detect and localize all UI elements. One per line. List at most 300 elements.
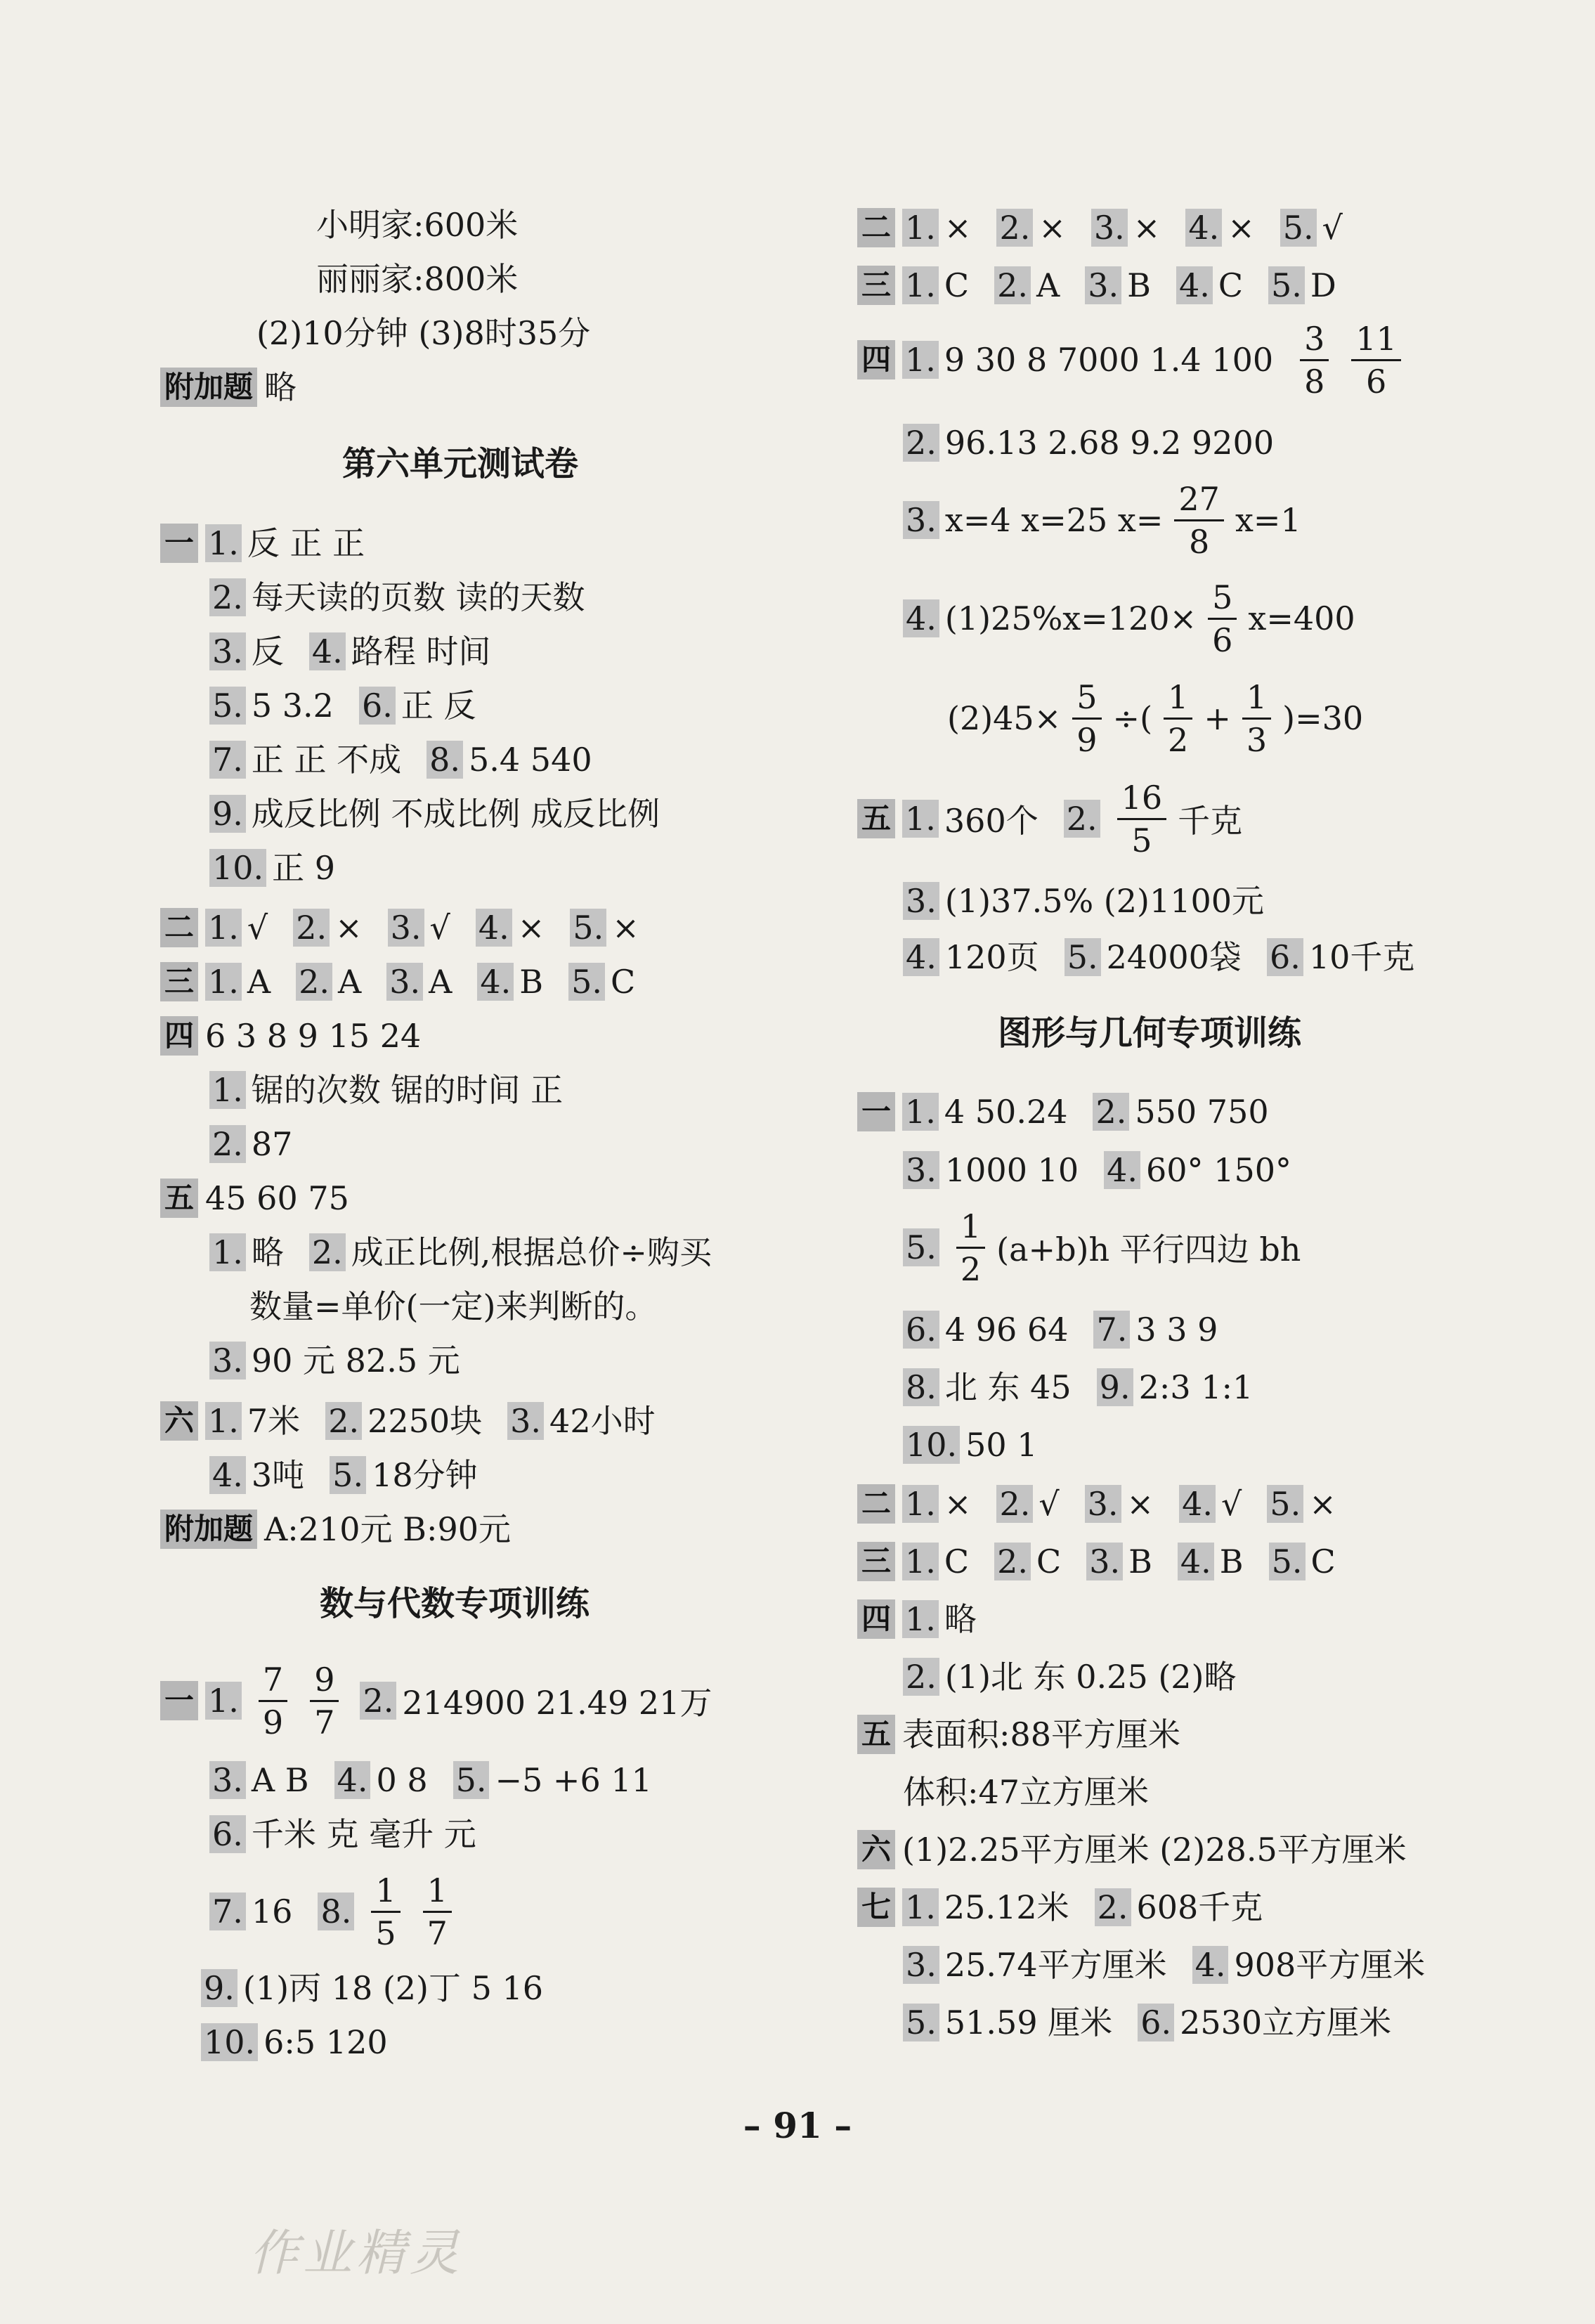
item-number: 6. <box>1138 2004 1174 2041</box>
item-number: 2. <box>293 909 330 947</box>
item-number: 1. <box>209 1071 246 1109</box>
item-number: 1. <box>902 1543 939 1580</box>
item-number: 8. <box>427 741 463 779</box>
item-number: 2. <box>1093 1093 1129 1131</box>
answer-text: 2:3 1:1 <box>1138 1368 1254 1406</box>
answer-text: 5 3.2 <box>251 687 334 725</box>
item-number: 3. <box>903 1151 939 1189</box>
item-number: 2. <box>994 1543 1031 1580</box>
answer-row <box>160 956 651 1008</box>
answer-text: 正 反 <box>401 687 476 725</box>
answer-text: 16 <box>251 1893 293 1930</box>
item-number: 2. <box>903 1658 939 1696</box>
item-number: 1. <box>205 1402 242 1440</box>
addon-row <box>160 1503 526 1555</box>
answer-text: (1)丙 18 (2)丁 5 16 <box>242 1969 544 2007</box>
answer-text: √ <box>429 909 450 947</box>
section-tag: 七 <box>857 1888 895 1927</box>
section-title: 数与代数专项训练 <box>320 1584 590 1623</box>
numerator: 3 <box>1300 323 1329 361</box>
answer-text: )=30 <box>1282 699 1364 737</box>
item-number: 9. <box>1097 1368 1133 1406</box>
answer-text: C <box>1218 266 1244 304</box>
answer-text: 成正比例,根据总价÷购买 <box>351 1233 712 1271</box>
item-number: 6. <box>359 687 396 725</box>
answer-text: A:210元 B:90元 <box>264 1510 511 1548</box>
item-number: 4. <box>476 909 512 947</box>
item-number: 2. <box>325 1402 362 1440</box>
answer-row <box>209 680 491 732</box>
answer-text: 每天读的页数 读的天数 <box>251 578 585 616</box>
answer-row <box>160 517 380 569</box>
answer-row <box>857 1536 1351 1588</box>
answer-text: 60° 150° <box>1146 1151 1291 1189</box>
answer-row <box>857 259 1352 311</box>
answer-text: 25.12米 <box>944 1888 1069 1926</box>
section-tag: 二 <box>857 208 895 247</box>
section-tag: 四 <box>857 1599 895 1639</box>
answer-text: A <box>1036 266 1060 304</box>
intro-line: (2)10分钟 (3)8时35分 <box>256 314 591 352</box>
answer-row <box>209 1226 727 1278</box>
item-number: 5. <box>1280 209 1317 247</box>
item-number: 2. <box>994 266 1031 304</box>
item-number: 6. <box>903 1311 939 1349</box>
item-number: 3. <box>388 909 424 947</box>
answer-row <box>209 1335 476 1387</box>
section-tag: 六 <box>857 1830 895 1869</box>
item-number: 3. <box>1091 209 1128 247</box>
answer-text: 体积:47立方厘米 <box>903 1773 1150 1811</box>
denominator: 6 <box>1212 621 1233 659</box>
answer-row <box>857 1881 1278 1933</box>
section-tag: 一 <box>857 1092 895 1131</box>
answer-row <box>160 902 655 954</box>
item-number: 2. <box>1095 1888 1131 1926</box>
fraction <box>1072 677 1101 759</box>
answer-text: 214900 21.49 21万 <box>402 1684 712 1722</box>
answer-row <box>903 417 1289 469</box>
answer-row <box>857 1478 1352 1530</box>
item-number: 1. <box>902 800 939 838</box>
answer-text: 6:5 120 <box>263 2023 388 2061</box>
section-tag: 二 <box>857 1484 895 1524</box>
answer-text: 正 9 <box>272 849 336 887</box>
answer-text: B <box>1127 266 1151 304</box>
answer-row <box>903 1766 1164 1818</box>
answer-text: C <box>944 1543 970 1580</box>
item-number: 2. <box>903 424 939 462</box>
item-number: 2. <box>996 209 1033 247</box>
section-tag: 二 <box>160 908 198 947</box>
answer-text: 4 96 64 <box>944 1311 1069 1349</box>
answer-text: D <box>1310 266 1336 304</box>
answer-text: x=400 <box>1248 599 1355 637</box>
item-number: 1. <box>205 909 242 947</box>
item-number: 3. <box>1086 1543 1123 1580</box>
item-number: 4. <box>1192 1946 1229 1984</box>
answer-text: 96.13 2.68 9.2 9200 <box>944 424 1275 462</box>
item-number: 2. <box>1064 800 1100 838</box>
answer-text: 42小时 <box>549 1402 656 1440</box>
item-number: 9. <box>201 1969 237 2007</box>
answer-text: 正 正 不成 <box>251 741 402 779</box>
answer-row <box>903 1651 1252 1703</box>
answer-text: 608千克 <box>1136 1888 1263 1926</box>
answer-text: 50 1 <box>965 1426 1038 1464</box>
numerator: 1 <box>423 1874 452 1913</box>
item-number: 3. <box>507 1402 544 1440</box>
fraction <box>423 1871 452 1952</box>
answer-text: (1)北 东 0.25 (2)略 <box>944 1658 1237 1696</box>
answer-text: 略 <box>264 368 297 406</box>
answer-row <box>903 1997 1407 2049</box>
item-number: 7. <box>1093 1311 1130 1349</box>
section-tag: 五 <box>857 1715 895 1754</box>
answer-text: 45 60 75 <box>205 1179 349 1217</box>
item-number: 4. <box>1104 1151 1140 1189</box>
denominator: 2 <box>1168 720 1189 759</box>
answer-row <box>249 1280 672 1332</box>
answer-text: 锯的次数 锯的时间 正 <box>251 1071 564 1109</box>
item-number: 3. <box>1085 1485 1121 1523</box>
answer-text: x=4 x=25 x= <box>944 501 1164 539</box>
answer-row <box>857 777 1258 861</box>
answer-text: C <box>944 266 970 304</box>
denominator: 6 <box>1366 362 1387 401</box>
answer-row <box>947 676 1363 760</box>
answer-row <box>209 625 506 677</box>
item-number: 4. <box>1179 1485 1216 1523</box>
answer-text: × <box>1309 1485 1336 1523</box>
item-number: 5. <box>209 687 246 725</box>
answer-text: + <box>1204 699 1231 737</box>
answer-text: 7米 <box>247 1402 301 1440</box>
fraction <box>1351 319 1401 401</box>
answer-row <box>209 842 351 894</box>
item-number: 4. <box>309 632 346 670</box>
answer-text: 25.74平方厘米 <box>944 1946 1167 1984</box>
item-number: 3. <box>903 1946 939 1984</box>
item-number: 6. <box>209 1815 246 1853</box>
item-number: 3. <box>209 632 246 670</box>
fraction <box>1208 578 1237 659</box>
fraction <box>371 1871 400 1952</box>
answer-row <box>209 1064 578 1116</box>
answer-text: ÷( <box>1112 699 1153 737</box>
item-number: 2. <box>996 1485 1033 1523</box>
item-number: 5. <box>903 1228 939 1266</box>
item-number: 8. <box>903 1368 939 1406</box>
answer-text: 51.59 厘米 <box>944 2004 1113 2041</box>
answer-text: 千米 克 毫升 元 <box>251 1815 476 1853</box>
answer-text: 120页 <box>944 938 1039 976</box>
item-number: 4. <box>209 1456 246 1494</box>
answer-row <box>903 576 1371 661</box>
fraction <box>1117 778 1167 859</box>
answer-row <box>857 1824 1422 1876</box>
answer-text: × <box>517 909 545 947</box>
answer-text: × <box>1228 209 1255 247</box>
answer-text: B <box>519 963 544 1001</box>
item-number: 6. <box>1267 938 1303 976</box>
answer-text: 24000袋 <box>1106 938 1242 976</box>
answer-row <box>903 478 1317 562</box>
answer-text: A <box>247 963 271 1001</box>
item-number: 5. <box>453 1761 490 1799</box>
item-number: 1. <box>902 209 939 247</box>
denominator: 5 <box>375 1914 396 1952</box>
answer-row <box>160 1010 436 1062</box>
answer-row <box>209 1808 492 1860</box>
denominator: 5 <box>1131 821 1152 859</box>
fraction <box>1242 677 1271 759</box>
answer-text: × <box>1133 209 1161 247</box>
answer-text: A <box>429 963 453 1001</box>
fraction <box>1174 479 1224 561</box>
item-number: 2. <box>309 1233 346 1271</box>
item-number: 10. <box>201 2023 258 2061</box>
denominator: 3 <box>1246 720 1268 759</box>
answer-text: 10千克 <box>1308 938 1415 976</box>
item-number: 1. <box>902 266 939 304</box>
answer-text: 路程 时间 <box>351 632 491 670</box>
numerator: 1 <box>1242 681 1271 720</box>
item-number: 3. <box>386 963 423 1001</box>
answer-row <box>903 1939 1440 1991</box>
fraction <box>1164 677 1192 759</box>
answer-text: 表面积:88平方厘米 <box>902 1715 1181 1753</box>
item-number: 5. <box>1267 1485 1303 1523</box>
item-number: 1. <box>902 1093 939 1131</box>
answer-row <box>903 1304 1233 1356</box>
answer-text: × <box>944 1485 972 1523</box>
answer-text: 90 元 82.5 元 <box>251 1342 460 1380</box>
answer-text: × <box>1039 209 1066 247</box>
answer-text: C <box>610 963 636 1001</box>
item-number: 1. <box>902 1485 939 1523</box>
denominator: 8 <box>1189 522 1210 561</box>
answer-row <box>209 734 608 786</box>
item-number: 2. <box>209 1125 246 1163</box>
section-tag: 五 <box>160 1179 198 1218</box>
answer-text: B <box>1128 1543 1152 1580</box>
answer-text: 略 <box>251 1233 284 1271</box>
denominator: 7 <box>427 1914 448 1952</box>
section-tag: 三 <box>857 1542 895 1581</box>
item-number: 2. <box>209 578 246 616</box>
answer-text: 4 50.24 <box>944 1093 1068 1131</box>
answer-text: 反 <box>251 632 284 670</box>
item-number: 10. <box>209 849 266 887</box>
item-number: 4. <box>477 963 514 1001</box>
answer-text: 北 东 45 <box>944 1368 1072 1406</box>
section-tag: 一 <box>160 1681 198 1720</box>
answer-row <box>160 1658 727 1743</box>
answer-text: (1)25%x=120× <box>944 599 1197 637</box>
answer-text: 略 <box>944 1600 977 1638</box>
answer-text: 2250块 <box>367 1402 483 1440</box>
section-tag: 六 <box>160 1401 198 1441</box>
numerator: 1 <box>956 1210 985 1249</box>
answer-row <box>209 1449 493 1501</box>
answer-text: 550 750 <box>1135 1093 1269 1131</box>
answer-text: 87 <box>251 1125 293 1163</box>
numerator: 1 <box>1164 681 1192 720</box>
item-number: 9. <box>209 795 246 833</box>
answer-row <box>857 1593 992 1645</box>
item-number: 4. <box>1176 266 1213 304</box>
answer-row <box>903 1419 1053 1471</box>
section-tag: 四 <box>857 340 895 379</box>
item-number: 5. <box>1268 266 1305 304</box>
answer-row <box>857 202 1358 254</box>
numerator: 7 <box>259 1663 287 1702</box>
answer-text: √ <box>247 909 268 947</box>
item-number: 4. <box>1185 209 1222 247</box>
answer-text: 反 正 正 <box>247 524 365 562</box>
denominator: 8 <box>1304 362 1325 401</box>
item-number: 7. <box>209 1893 246 1930</box>
section-tag: 四 <box>160 1016 198 1056</box>
fraction <box>259 1660 287 1741</box>
section-tag: 三 <box>160 962 198 1001</box>
answer-text: (1)2.25平方厘米 (2)28.5平方厘米 <box>902 1831 1407 1869</box>
answer-text: × <box>944 209 972 247</box>
section-title: 第六单元测试卷 <box>342 444 579 483</box>
answer-row <box>857 318 1412 402</box>
answer-text: √ <box>1220 1485 1242 1523</box>
answer-text: (a+b)h 平行四边 bh <box>996 1231 1301 1268</box>
answer-row <box>903 875 1280 927</box>
denominator: 2 <box>960 1249 982 1288</box>
answer-text: C <box>1036 1543 1062 1580</box>
item-number: 5. <box>1269 1543 1306 1580</box>
answer-row <box>209 571 601 623</box>
answer-text: 成反比例 不成比例 成反比例 <box>251 795 660 833</box>
answer-text: 数量=单价(一定)来判断的。 <box>249 1287 658 1325</box>
answer-row <box>903 1361 1268 1413</box>
item-number: 4. <box>903 938 939 976</box>
item-number: 4. <box>1178 1543 1214 1580</box>
answer-row <box>160 1172 365 1224</box>
answer-row <box>857 1086 1284 1138</box>
answer-text: x=1 <box>1235 501 1301 539</box>
fraction <box>310 1660 339 1741</box>
addon-row <box>160 361 312 413</box>
numerator: 27 <box>1174 483 1224 521</box>
item-number: 2. <box>360 1682 396 1720</box>
answer-text: 1000 10 <box>944 1151 1079 1189</box>
item-number: 5. <box>903 2004 939 2041</box>
numerator: 5 <box>1072 681 1101 720</box>
numerator: 16 <box>1117 781 1167 820</box>
answer-row <box>209 788 675 840</box>
section-title: 图形与几何专项训练 <box>998 1013 1302 1053</box>
numerator: 5 <box>1208 581 1237 620</box>
answer-text: (1)37.5% (2)1100元 <box>944 882 1265 920</box>
answer-row <box>903 931 1430 983</box>
item-number: 3. <box>209 1342 246 1380</box>
item-number: 5. <box>330 1456 366 1494</box>
answer-row <box>201 1962 559 2014</box>
answer-text: × <box>335 909 363 947</box>
item-number: 7. <box>209 741 246 779</box>
answer-text: √ <box>1039 1485 1060 1523</box>
item-number: 10. <box>903 1426 960 1464</box>
answer-text: −5 +6 11 <box>495 1761 652 1799</box>
answer-row <box>903 1205 1316 1290</box>
answer-row <box>209 1754 668 1806</box>
item-number: 1. <box>205 524 242 562</box>
item-number: 1. <box>209 1233 246 1271</box>
item-number: 1. <box>902 1888 939 1926</box>
fraction <box>956 1207 985 1288</box>
numerator: 9 <box>310 1663 339 1702</box>
item-number: 2. <box>296 963 332 1001</box>
addon-tag: 附加题 <box>160 1510 257 1549</box>
answer-text: 2530立方厘米 <box>1180 2004 1392 2041</box>
numerator: 1 <box>371 1874 400 1913</box>
item-number: 4. <box>903 599 939 637</box>
answer-text: A B <box>251 1761 309 1799</box>
addon-tag: 附加题 <box>160 368 257 407</box>
answer-text: 18分钟 <box>372 1456 478 1494</box>
answer-text: 0 8 <box>376 1761 428 1799</box>
answer-text: √ <box>1322 209 1343 247</box>
answer-row <box>903 1144 1307 1196</box>
denominator: 7 <box>314 1703 335 1741</box>
answer-text: × <box>1126 1485 1154 1523</box>
item-number: 1. <box>902 1600 939 1638</box>
section-tag: 一 <box>160 524 198 563</box>
item-number: 3. <box>903 501 939 539</box>
item-number: 4. <box>334 1761 371 1799</box>
denominator: 9 <box>262 1703 284 1741</box>
item-number: 3. <box>1085 266 1121 304</box>
answer-text: A <box>338 963 362 1001</box>
item-number: 1. <box>902 341 939 379</box>
section-tag: 五 <box>857 799 895 838</box>
answer-text: 908平方厘米 <box>1234 1946 1426 1984</box>
item-number: 1. <box>205 1682 242 1720</box>
intro-line: 丽丽家:800米 <box>316 260 519 298</box>
watermark: 作业精灵 <box>249 2224 463 2282</box>
item-number: 5. <box>570 909 606 947</box>
answer-text: B <box>1219 1543 1244 1580</box>
answer-text: (2)45× <box>947 699 1062 737</box>
answer-text: C <box>1310 1543 1336 1580</box>
answer-text: 3 3 9 <box>1135 1311 1218 1349</box>
answer-row <box>201 2016 403 2068</box>
answer-row <box>209 1118 308 1170</box>
item-number: 3. <box>903 882 939 920</box>
item-number: 1. <box>205 963 242 1001</box>
item-number: 5. <box>1065 938 1101 976</box>
intro-line: 小明家:600米 <box>316 206 519 244</box>
answer-text: 千克 <box>1178 802 1243 840</box>
fraction <box>1300 319 1329 401</box>
item-number: 3. <box>209 1761 246 1799</box>
answer-text: 9 30 8 7000 1.4 100 <box>944 341 1274 379</box>
answer-row <box>209 1869 463 1954</box>
item-number: 5. <box>568 963 605 1001</box>
numerator: 11 <box>1351 323 1401 361</box>
denominator: 9 <box>1076 720 1098 759</box>
section-tag: 三 <box>857 266 895 305</box>
answer-text: 360个 <box>944 802 1039 840</box>
answer-row <box>857 1708 1196 1760</box>
